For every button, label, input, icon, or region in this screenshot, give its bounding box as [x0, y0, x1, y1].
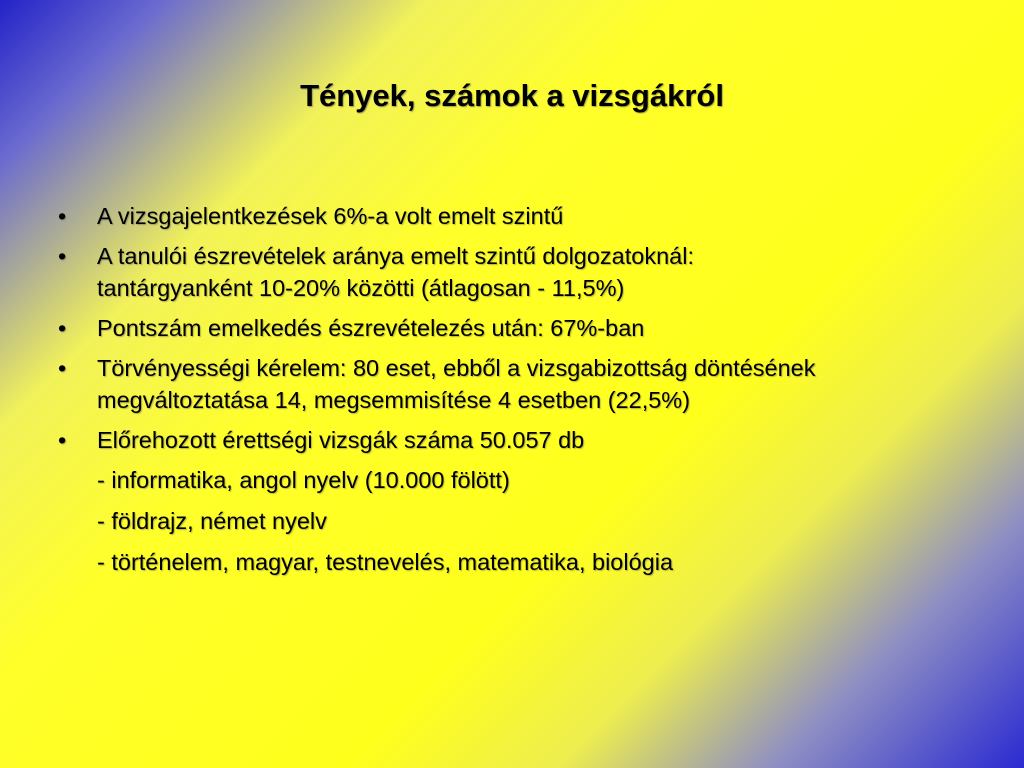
bullet-item-student-remarks: • A tanulói észrevételek aránya emelt szintű dolgozatoknál: tantárgyanként 10-20% közötti (átlagosan - 11,5%) — [54, 240, 834, 304]
slide-title: Tények, számok a vizsgákról — [300, 78, 724, 113]
bullet-item-score-increase: • Pontszám emelkedés észrevételezés után: 67%-ban — [54, 312, 834, 344]
sub-item-history-etc: - történelem, magyar, testnevelés, matematika, biológia — [97, 549, 674, 575]
sub-item-geography-german: - földrajz, német nyelv — [97, 508, 327, 534]
bullet-item-legality-requests: • Törvényességi kérelem: 80 eset, ebből a vizsgabizottság döntésének megváltoztatása 14, megsemmisítése 4 esetben (22,5%) — [54, 352, 834, 416]
bullet-item-early-exams: • Előrehozott érettségi vizsgák száma 50.057 db — [54, 424, 834, 456]
sub-item-informatics-english: - informatika, angol nyelv (10.000 fölött) — [97, 467, 510, 493]
bullet-item-exam-registrations: • A vizsgajelentkezések 6%-a volt emelt szintű — [54, 200, 834, 232]
bullet-list — [54, 200, 834, 587]
